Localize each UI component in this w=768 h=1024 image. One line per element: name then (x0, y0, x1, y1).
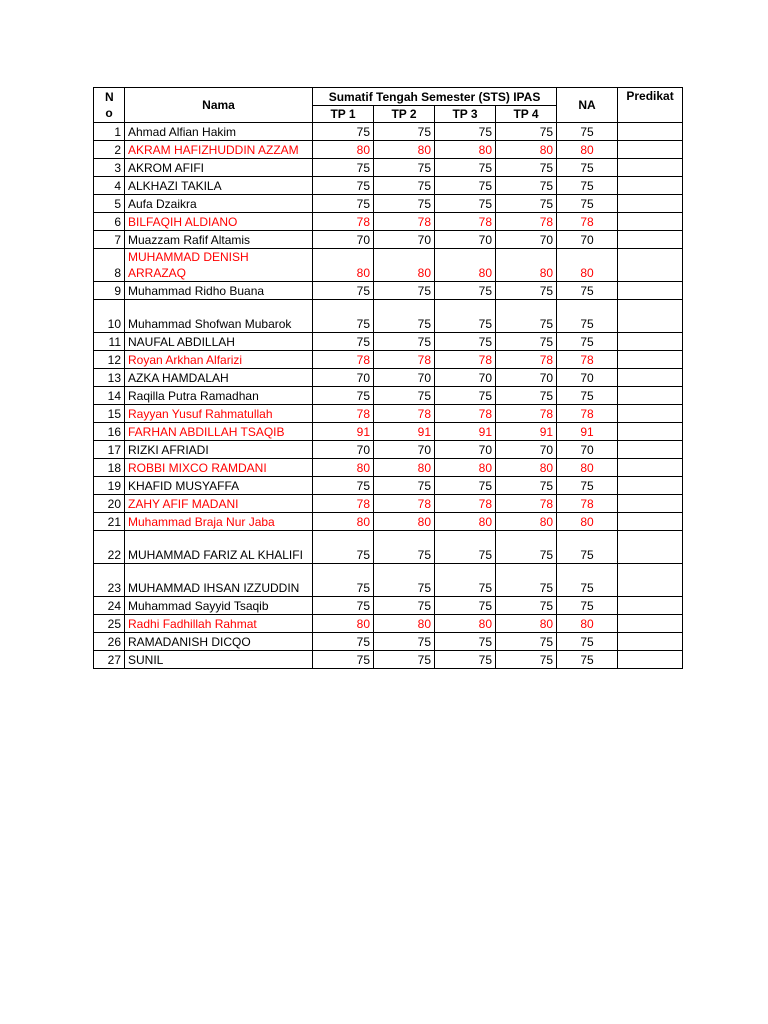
tp1-cell: 75 (313, 477, 374, 495)
no-cell: 21 (94, 513, 125, 531)
tp3-cell: 75 (435, 282, 496, 300)
na-cell: 70 (557, 441, 618, 459)
predikat-cell (618, 615, 683, 633)
table-row (94, 441, 683, 459)
no-cell: 14 (94, 387, 125, 405)
predikat-cell (618, 159, 683, 177)
predikat-cell (618, 123, 683, 141)
na-cell: 75 (557, 159, 618, 177)
name-cell: AZKA HAMDALAH (125, 369, 313, 387)
no-cell: 17 (94, 441, 125, 459)
no-cell: 10 (94, 300, 125, 333)
table-row (94, 231, 683, 249)
name-cell: Muhammad Braja Nur Jaba (125, 513, 313, 531)
tp1-cell: 80 (313, 513, 374, 531)
predikat-cell (618, 195, 683, 213)
name-cell: AKROM AFIFI (125, 159, 313, 177)
name-cell: ALKHAZI TAKILA (125, 177, 313, 195)
tp4-cell: 75 (496, 651, 557, 669)
name-cell: Muhammad Shofwan Mubarok (125, 300, 313, 333)
tp2-cell: 75 (374, 300, 435, 333)
table-row (94, 633, 683, 651)
tp3-cell: 80 (435, 615, 496, 633)
tp4-cell: 75 (496, 177, 557, 195)
no-cell: 25 (94, 615, 125, 633)
table-row (94, 477, 683, 495)
name-cell: KHAFID MUSYAFFA (125, 477, 313, 495)
no-cell: 3 (94, 159, 125, 177)
no-cell: 19 (94, 477, 125, 495)
name-cell: Muazzam Rafif Altamis (125, 231, 313, 249)
no-cell: 20 (94, 495, 125, 513)
tp4-cell: 75 (496, 597, 557, 615)
na-cell: 75 (557, 300, 618, 333)
predikat-cell (618, 141, 683, 159)
na-cell: 75 (557, 123, 618, 141)
predikat-cell (618, 651, 683, 669)
predikat-cell (618, 513, 683, 531)
tp2-cell: 78 (374, 405, 435, 423)
tp2-cell: 75 (374, 531, 435, 564)
tp4-cell: 70 (496, 441, 557, 459)
tp1-cell: 70 (313, 231, 374, 249)
tp4-cell: 78 (496, 495, 557, 513)
tp4-cell: 91 (496, 423, 557, 441)
header-predikat (618, 88, 683, 123)
header-tp3: TP 3 (435, 106, 496, 123)
tp2-cell: 78 (374, 351, 435, 369)
table-row (94, 177, 683, 195)
name-cell: Muhammad Sayyid Tsaqib (125, 597, 313, 615)
no-cell: 6 (94, 213, 125, 231)
name-cell: MUHAMMAD IHSAN IZZUDDIN (125, 564, 313, 597)
tp4-cell: 75 (496, 387, 557, 405)
tp2-cell: 75 (374, 564, 435, 597)
name-cell: ROBBI MIXCO RAMDANI (125, 459, 313, 477)
tp3-cell: 75 (435, 564, 496, 597)
na-cell: 80 (557, 249, 618, 282)
tp3-cell: 75 (435, 195, 496, 213)
table-row (94, 195, 683, 213)
tp1-cell: 78 (313, 351, 374, 369)
tp1-cell: 78 (313, 213, 374, 231)
tp3-cell: 80 (435, 141, 496, 159)
table-row (94, 300, 683, 333)
tp2-cell: 75 (374, 333, 435, 351)
tp2-cell: 75 (374, 195, 435, 213)
tp2-cell: 80 (374, 249, 435, 282)
no-cell: 9 (94, 282, 125, 300)
tp1-cell: 75 (313, 159, 374, 177)
no-cell: 15 (94, 405, 125, 423)
na-cell: 78 (557, 213, 618, 231)
table-row (94, 423, 683, 441)
name-cell: ZAHY AFIF MADANI (125, 495, 313, 513)
tp4-cell: 70 (496, 369, 557, 387)
na-cell: 78 (557, 495, 618, 513)
tp4-cell: 80 (496, 615, 557, 633)
header-tp1: TP 1 (313, 106, 374, 123)
na-cell: 70 (557, 231, 618, 249)
tp2-cell: 78 (374, 495, 435, 513)
tp4-cell: 75 (496, 531, 557, 564)
tp4-cell: 80 (496, 513, 557, 531)
name-cell: Aufa Dzaikra (125, 195, 313, 213)
no-cell: 5 (94, 195, 125, 213)
na-cell: 80 (557, 615, 618, 633)
tp1-cell: 75 (313, 651, 374, 669)
tp3-cell: 75 (435, 123, 496, 141)
tp1-cell: 75 (313, 597, 374, 615)
name-cell: MUHAMMAD FARIZ AL KHALIFI (125, 531, 313, 564)
tp3-cell: 80 (435, 249, 496, 282)
tp4-cell: 75 (496, 282, 557, 300)
tp2-cell: 75 (374, 282, 435, 300)
grades-table (93, 87, 683, 669)
tp1-cell: 75 (313, 387, 374, 405)
table-row (94, 615, 683, 633)
tp1-cell: 75 (313, 564, 374, 597)
tp2-cell: 80 (374, 141, 435, 159)
table-row (94, 651, 683, 669)
no-cell: 27 (94, 651, 125, 669)
tp4-cell: 80 (496, 249, 557, 282)
tp2-cell: 70 (374, 231, 435, 249)
table-row (94, 459, 683, 477)
predikat-cell (618, 597, 683, 615)
header-predikat-label: Predikat (626, 89, 674, 103)
predikat-cell (618, 351, 683, 369)
table-row (94, 495, 683, 513)
predikat-cell (618, 369, 683, 387)
na-cell: 75 (557, 387, 618, 405)
tp2-cell: 75 (374, 651, 435, 669)
na-cell: 78 (557, 405, 618, 423)
no-cell: 11 (94, 333, 125, 351)
no-cell: 23 (94, 564, 125, 597)
tp2-cell: 80 (374, 459, 435, 477)
predikat-cell (618, 333, 683, 351)
name-cell: Ahmad Alfian Hakim (125, 123, 313, 141)
name-cell: SUNIL (125, 651, 313, 669)
na-cell: 75 (557, 564, 618, 597)
predikat-cell (618, 213, 683, 231)
tp1-cell: 78 (313, 405, 374, 423)
predikat-cell (618, 231, 683, 249)
tp2-cell: 78 (374, 213, 435, 231)
tp3-cell: 80 (435, 459, 496, 477)
na-cell: 80 (557, 141, 618, 159)
na-cell: 91 (557, 423, 618, 441)
tp1-cell: 75 (313, 195, 374, 213)
na-cell: 80 (557, 513, 618, 531)
name-cell: MUHAMMAD DENISH ARRAZAQ (125, 249, 313, 282)
table-row (94, 282, 683, 300)
tp3-cell: 91 (435, 423, 496, 441)
predikat-cell (618, 387, 683, 405)
table-row (94, 369, 683, 387)
tp3-cell: 75 (435, 387, 496, 405)
na-cell: 75 (557, 177, 618, 195)
name-cell: Rayyan Yusuf Rahmatullah (125, 405, 313, 423)
tp2-cell: 91 (374, 423, 435, 441)
table-row (94, 141, 683, 159)
tp2-cell: 75 (374, 477, 435, 495)
na-cell: 75 (557, 333, 618, 351)
header-sts-group: Sumatif Tengah Semester (STS) IPAS (313, 88, 557, 106)
no-cell: 18 (94, 459, 125, 477)
predikat-cell (618, 477, 683, 495)
no-cell: 2 (94, 141, 125, 159)
name-cell: BILFAQIH ALDIANO (125, 213, 313, 231)
name-cell: NAUFAL ABDILLAH (125, 333, 313, 351)
tp3-cell: 78 (435, 405, 496, 423)
tp4-cell: 75 (496, 477, 557, 495)
tp2-cell: 75 (374, 597, 435, 615)
na-cell: 75 (557, 477, 618, 495)
na-cell: 75 (557, 633, 618, 651)
tp2-cell: 75 (374, 633, 435, 651)
tp3-cell: 75 (435, 531, 496, 564)
table-row (94, 405, 683, 423)
name-cell: Radhi Fadhillah Rahmat (125, 615, 313, 633)
no-cell: 22 (94, 531, 125, 564)
tp3-cell: 78 (435, 495, 496, 513)
tp4-cell: 75 (496, 300, 557, 333)
tp4-cell: 75 (496, 333, 557, 351)
no-cell: 12 (94, 351, 125, 369)
tp1-cell: 75 (313, 633, 374, 651)
no-cell: 26 (94, 633, 125, 651)
tp3-cell: 75 (435, 300, 496, 333)
na-cell: 75 (557, 597, 618, 615)
tp3-cell: 75 (435, 159, 496, 177)
tp2-cell: 75 (374, 387, 435, 405)
tp1-cell: 91 (313, 423, 374, 441)
name-cell: FARHAN ABDILLAH TSAQIB (125, 423, 313, 441)
predikat-cell (618, 459, 683, 477)
tp2-cell: 80 (374, 513, 435, 531)
predikat-cell (618, 633, 683, 651)
no-cell: 4 (94, 177, 125, 195)
tp2-cell: 75 (374, 159, 435, 177)
na-cell: 70 (557, 369, 618, 387)
tp4-cell: 80 (496, 459, 557, 477)
tp1-cell: 75 (313, 282, 374, 300)
tp2-cell: 75 (374, 123, 435, 141)
tp3-cell: 75 (435, 651, 496, 669)
name-cell: Muhammad Ridho Buana (125, 282, 313, 300)
tp4-cell: 75 (496, 159, 557, 177)
predikat-cell (618, 441, 683, 459)
tp4-cell: 75 (496, 123, 557, 141)
tp2-cell: 75 (374, 177, 435, 195)
header-na: NA (557, 88, 618, 123)
no-cell: 8 (94, 249, 125, 282)
name-cell: Royan Arkhan Alfarizi (125, 351, 313, 369)
header-tp2: TP 2 (374, 106, 435, 123)
tp1-cell: 75 (313, 531, 374, 564)
header-tp4: TP 4 (496, 106, 557, 123)
tp4-cell: 75 (496, 195, 557, 213)
tp1-cell: 80 (313, 459, 374, 477)
no-cell: 7 (94, 231, 125, 249)
tp4-cell: 78 (496, 405, 557, 423)
tp1-cell: 70 (313, 369, 374, 387)
tp4-cell: 75 (496, 633, 557, 651)
tp3-cell: 78 (435, 351, 496, 369)
tp3-cell: 78 (435, 213, 496, 231)
tp1-cell: 75 (313, 177, 374, 195)
tp3-cell: 75 (435, 333, 496, 351)
tp3-cell: 75 (435, 633, 496, 651)
tp2-cell: 80 (374, 615, 435, 633)
tp2-cell: 70 (374, 369, 435, 387)
predikat-cell (618, 405, 683, 423)
table-row (94, 513, 683, 531)
table-row (94, 564, 683, 597)
table-row (94, 351, 683, 369)
na-cell: 75 (557, 282, 618, 300)
tp4-cell: 70 (496, 231, 557, 249)
header-name: Nama (125, 88, 313, 123)
tp4-cell: 75 (496, 564, 557, 597)
tp1-cell: 75 (313, 300, 374, 333)
table-row (94, 597, 683, 615)
tp1-cell: 70 (313, 441, 374, 459)
table-header (94, 88, 683, 123)
tp3-cell: 75 (435, 177, 496, 195)
name-cell: RAMADANISH DICQO (125, 633, 313, 651)
tp4-cell: 78 (496, 213, 557, 231)
na-cell: 78 (557, 351, 618, 369)
table-row (94, 249, 683, 282)
predikat-cell (618, 495, 683, 513)
name-cell: RIZKI AFRIADI (125, 441, 313, 459)
table-row (94, 159, 683, 177)
tp3-cell: 70 (435, 231, 496, 249)
name-cell: AKRAM HAFIZHUDDIN AZZAM (125, 141, 313, 159)
tp1-cell: 80 (313, 249, 374, 282)
na-cell: 80 (557, 459, 618, 477)
na-cell: 75 (557, 651, 618, 669)
tp1-cell: 80 (313, 615, 374, 633)
predikat-cell (618, 423, 683, 441)
table-row (94, 213, 683, 231)
no-cell: 24 (94, 597, 125, 615)
table-row (94, 123, 683, 141)
table-row (94, 333, 683, 351)
header-no-label: No (105, 90, 114, 120)
tp3-cell: 80 (435, 513, 496, 531)
table-body (94, 123, 683, 669)
tp3-cell: 75 (435, 597, 496, 615)
table-row (94, 531, 683, 564)
tp1-cell: 75 (313, 333, 374, 351)
tp4-cell: 80 (496, 141, 557, 159)
tp2-cell: 70 (374, 441, 435, 459)
predikat-cell (618, 282, 683, 300)
tp1-cell: 80 (313, 141, 374, 159)
predikat-cell (618, 177, 683, 195)
predikat-cell (618, 564, 683, 597)
predikat-cell (618, 300, 683, 333)
no-cell: 13 (94, 369, 125, 387)
tp1-cell: 78 (313, 495, 374, 513)
no-cell: 16 (94, 423, 125, 441)
na-cell: 75 (557, 195, 618, 213)
tp3-cell: 70 (435, 369, 496, 387)
predikat-cell (618, 249, 683, 282)
na-cell: 75 (557, 531, 618, 564)
tp4-cell: 78 (496, 351, 557, 369)
no-cell: 1 (94, 123, 125, 141)
predikat-cell (618, 531, 683, 564)
tp1-cell: 75 (313, 123, 374, 141)
tp3-cell: 75 (435, 477, 496, 495)
header-no (94, 88, 125, 123)
name-cell: Raqilla Putra Ramadhan (125, 387, 313, 405)
tp3-cell: 70 (435, 441, 496, 459)
table-row (94, 387, 683, 405)
